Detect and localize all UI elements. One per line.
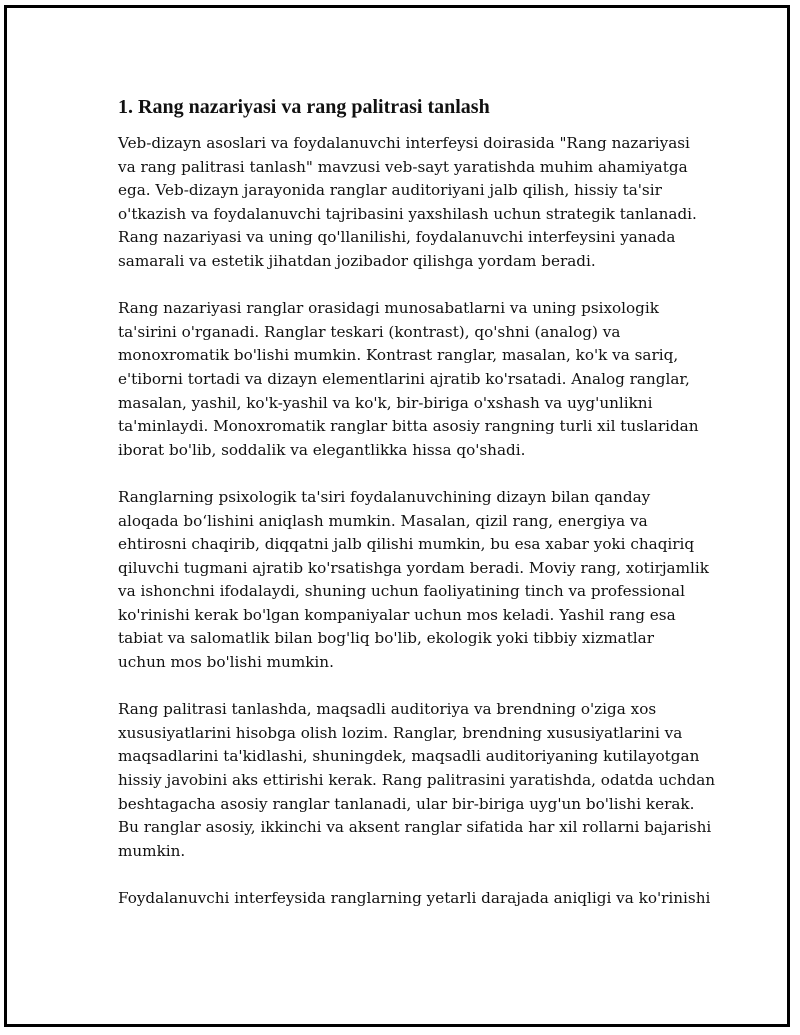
paragraph-line: Rang palitrasi tanlashda, maqsadli auditoriya va brendning o'ziga xos bbox=[118, 700, 657, 719]
paragraph-line: qiluvchi tugmani ajratib ko'rsatishga yordam beradi. Moviy rang, xotirjamlik bbox=[118, 558, 709, 577]
document-body bbox=[118, 94, 716, 934]
paragraph bbox=[118, 132, 697, 274]
paragraph-line: ko'rinishi kerak bo'lgan kompaniyalar uchun mos keladi. Yashil rang esa bbox=[118, 605, 676, 624]
paragraph bbox=[118, 887, 711, 911]
section-heading: 1. Rang nazariyasi va rang palitrasi tanlash bbox=[118, 96, 490, 118]
paragraph-line: aloqada bo‘lishini aniqlash mumkin. Masalan, qizil rang, energiya va bbox=[118, 511, 648, 530]
paragraph-line: va rang palitrasi tanlash" mavzusi veb-sayt yaratishda muhim ahamiyatga bbox=[118, 157, 688, 176]
paragraph-line: hissiy javobini aks ettirishi kerak. Rang palitrasini yaratishda, odatda uchdan bbox=[118, 771, 716, 790]
paragraph-line: iborat bo'lib, soddalik va elegantlikka hissa qo'shadi. bbox=[118, 440, 526, 459]
paragraph-container bbox=[118, 132, 716, 911]
paragraph-line: beshtagacha asosiy ranglar tanlanadi, ular bir-biriga uyg'un bo'lishi kerak. bbox=[118, 794, 695, 813]
paragraph-line: monoxromatik bo'lishi mumkin. Kontrast ranglar, masalan, ko'k va sariq, bbox=[118, 346, 679, 365]
paragraph-line: maqsadlarini ta'kidlashi, shuningdek, maqsadli auditoriyaning kutilayotgan bbox=[118, 747, 700, 766]
paragraph-line: ta'minlaydi. Monoxromatik ranglar bitta asosiy rangning turli xil tuslaridan bbox=[118, 417, 699, 436]
paragraph-line: uchun mos bo'lishi mumkin. bbox=[118, 653, 334, 672]
paragraph-line: Ranglarning psixologik ta'siri foydalanuvchining dizayn bilan qanday bbox=[118, 487, 651, 506]
paragraph-line: Veb-dizayn asoslari va foydalanuvchi interfeysi doirasida "Rang nazariyasi bbox=[118, 134, 690, 152]
paragraph bbox=[118, 486, 709, 675]
paragraph-line: ehtirosni chaqirib, diqqatni jalb qilishi mumkin, bu esa xabar yoki chaqiriq bbox=[118, 535, 695, 554]
paragraph-line: e'tiborni tortadi va dizayn elementlarini ajratib ko'rsatadi. Analog ranglar, bbox=[118, 369, 690, 388]
paragraph-line: ega. Veb-dizayn jarayonida ranglar auditoriyani jalb qilish, hissiy ta'sir bbox=[118, 181, 662, 200]
paragraph bbox=[118, 698, 716, 863]
paragraph-line: va ishonchni ifodalaydi, shuning uchun faoliyatining tinch va professional bbox=[118, 582, 685, 601]
paragraph-line: xususiyatlarini hisobga olish lozim. Ranglar, brendning xususiyatlarini va bbox=[118, 723, 683, 742]
paragraph-line: o'tkazish va foydalanuvchi tajribasini yaxshilash uchun strategik tanlanadi. bbox=[118, 204, 697, 223]
paragraph-line: mumkin. bbox=[118, 841, 186, 860]
paragraph-line: tabiat va salomatlik bilan bog'liq bo'lib, ekologik yoki tibbiy xizmatlar bbox=[118, 629, 654, 648]
paragraph-line: ta'sirini o'rganadi. Ranglar teskari (kontrast), qo'shni (analog) va bbox=[118, 322, 621, 341]
paragraph-line: Rang nazariyasi ranglar orasidagi munosabatlarni va uning psixologik bbox=[118, 299, 659, 318]
paragraph-line: Bu ranglar asosiy, ikkinchi va aksent ranglar sifatida har xil rollarni bajarishi bbox=[118, 818, 712, 837]
paragraph-line: samarali va estetik jihatdan jozibador qilishga yordam beradi. bbox=[118, 251, 596, 270]
paragraph-line: masalan, yashil, ko'k-yashil va ko'k, bir-biriga o'xshash va uyg'unlikni bbox=[118, 393, 653, 412]
paragraph-line: Rang nazariyasi va uning qo'llanilishi, foydalanuvchi interfeysini yanada bbox=[118, 228, 676, 247]
paragraph bbox=[118, 297, 699, 462]
paragraph-line: Foydalanuvchi interfeysida ranglarning yetarli darajada aniqligi va ko'rinishi bbox=[118, 889, 711, 907]
